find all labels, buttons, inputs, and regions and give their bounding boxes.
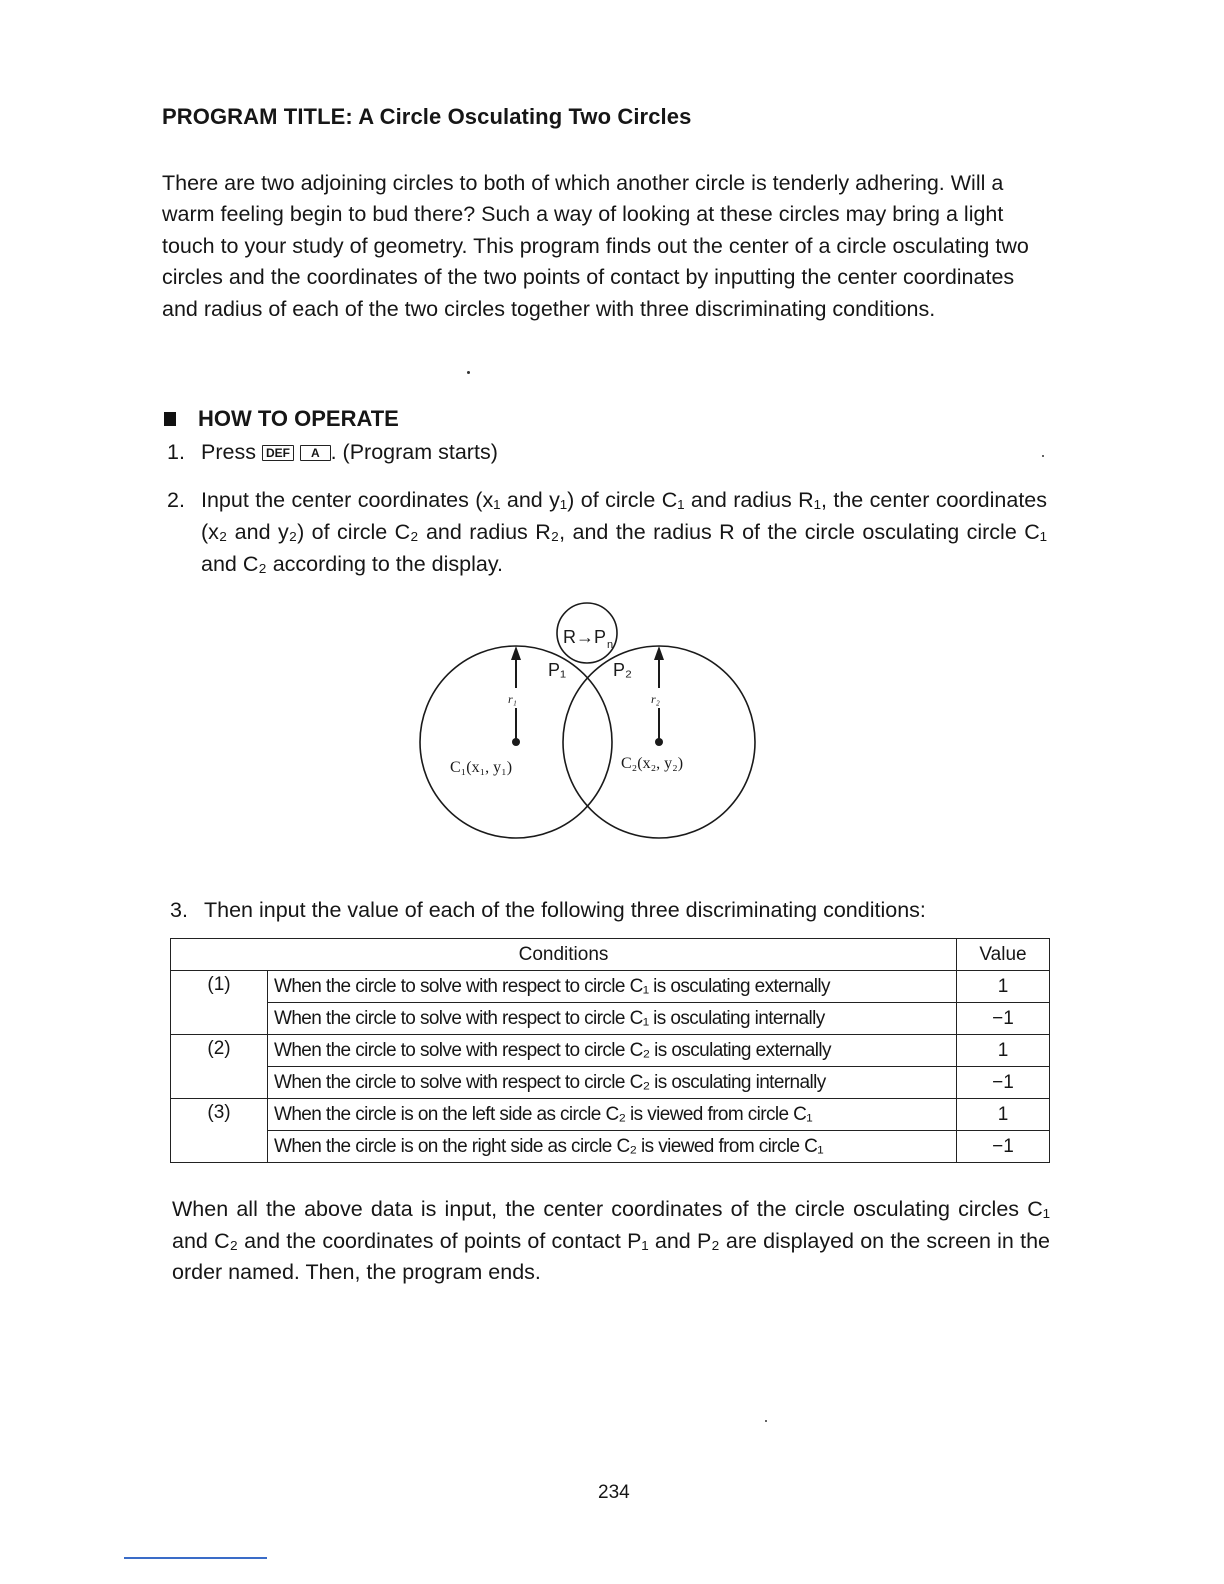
condition-text: When the circle to solve with respect to circle C₂ is osculating externally [268, 1035, 957, 1067]
condition-text: When the circle is on the right side as circle C₂ is viewed from circle C₁ [268, 1131, 957, 1163]
condition-text: When the circle is on the left side as circle C₂ is viewed from circle C₁ [268, 1099, 957, 1131]
intro-paragraph: There are two adjoining circles to both of which another circle is tenderly adhering. Will a warm feeling begin to bud there? Such a way of looking at these circles may bring a light touch to your study of geometry. This program finds out the center of a circle osculating two circles and the coordinates of the two points of contact by inputting the center coordinates and radius of each of the two circles together with three discriminating conditions. [162, 171, 1029, 321]
condition-text: When the circle to solve with respect to circle C₁ is osculating internally [268, 1003, 957, 1035]
conditions-header: Conditions [171, 939, 957, 971]
table-row [171, 1003, 1050, 1035]
stray-dot [765, 1420, 767, 1422]
step-3-body: Then input the value of each of the following three discriminating conditions: [204, 898, 926, 922]
table-row [171, 971, 1050, 1003]
condition-text: When the circle to solve with respect to circle C₁ is osculating externally [268, 971, 957, 1003]
r2-label: r₂ [651, 692, 660, 706]
outro-paragraph: When all the above data is input, the center coordinates of the circle osculating circles C₁ and C₂ and the coordinates of points of contact P₁ and P₂ are displayed on the screen in the order named. Then, the program ends. [172, 1197, 1050, 1284]
osculating-circles-diagram [400, 598, 780, 898]
condition-value: 1 [957, 1035, 1050, 1067]
r1-label: r₁ [508, 692, 517, 706]
table-row [171, 1035, 1050, 1067]
def-key: DEF [262, 445, 294, 461]
program-title: PROGRAM TITLE: A Circle Osculating Two Circles [162, 104, 692, 129]
condition-value: 1 [957, 971, 1050, 1003]
program-starts-text: . (Program starts) [330, 440, 498, 464]
page-number: 234 [598, 1482, 630, 1503]
c1-label: C₁(x₁, y₁) [450, 759, 513, 776]
condition-text: When the circle to solve with respect to circle C₂ is osculating internally [268, 1067, 957, 1099]
condition-value: 1 [957, 1099, 1050, 1131]
arrow-up-icon [511, 646, 521, 660]
conditions-table [170, 938, 1050, 1163]
condition-value: −1 [957, 1131, 1050, 1163]
footer-rule [124, 1557, 267, 1559]
center-dot-c2 [655, 738, 663, 746]
table-row [171, 1067, 1050, 1099]
step-1-body [201, 436, 498, 468]
osculating-circle-label: R→P [563, 627, 607, 647]
osculating-circle-sub: n [607, 639, 614, 651]
condition-group: (3) [171, 1099, 268, 1163]
step-number: 3. [170, 898, 188, 922]
condition-value: −1 [957, 1067, 1050, 1099]
step-2-body: Input the center coordinates (x₁ and y₁) of circle C₁ and radius R₁, the center coordinates (x₂ and y₂) of circle C₂ and radius R₂, and the radius R of the circle osculating circle C₁ and C₂ according to the display. [201, 488, 1047, 576]
section-heading-text: HOW TO OPERATE [198, 406, 399, 431]
condition-group: (2) [171, 1035, 268, 1099]
p1-label: P₁ [548, 660, 567, 680]
table-header-row [171, 939, 1050, 971]
a-key: A [300, 445, 331, 461]
step-number: 1. [167, 440, 185, 464]
press-text: Press [201, 440, 256, 464]
how-to-operate-heading [164, 406, 399, 432]
value-header: Value [957, 939, 1050, 971]
square-bullet-icon [164, 412, 176, 426]
step-number: 2. [167, 488, 185, 512]
condition-value: −1 [957, 1003, 1050, 1035]
table-row [171, 1099, 1050, 1131]
table-row [171, 1131, 1050, 1163]
stray-dot [467, 371, 470, 374]
p2-label: P₂ [613, 660, 632, 680]
center-dot-c1 [512, 738, 520, 746]
stray-dot [1042, 455, 1044, 457]
arrow-up-icon [654, 646, 664, 660]
condition-group: (1) [171, 971, 268, 1035]
c2-label: C₂(x₂, y₂) [621, 755, 684, 772]
